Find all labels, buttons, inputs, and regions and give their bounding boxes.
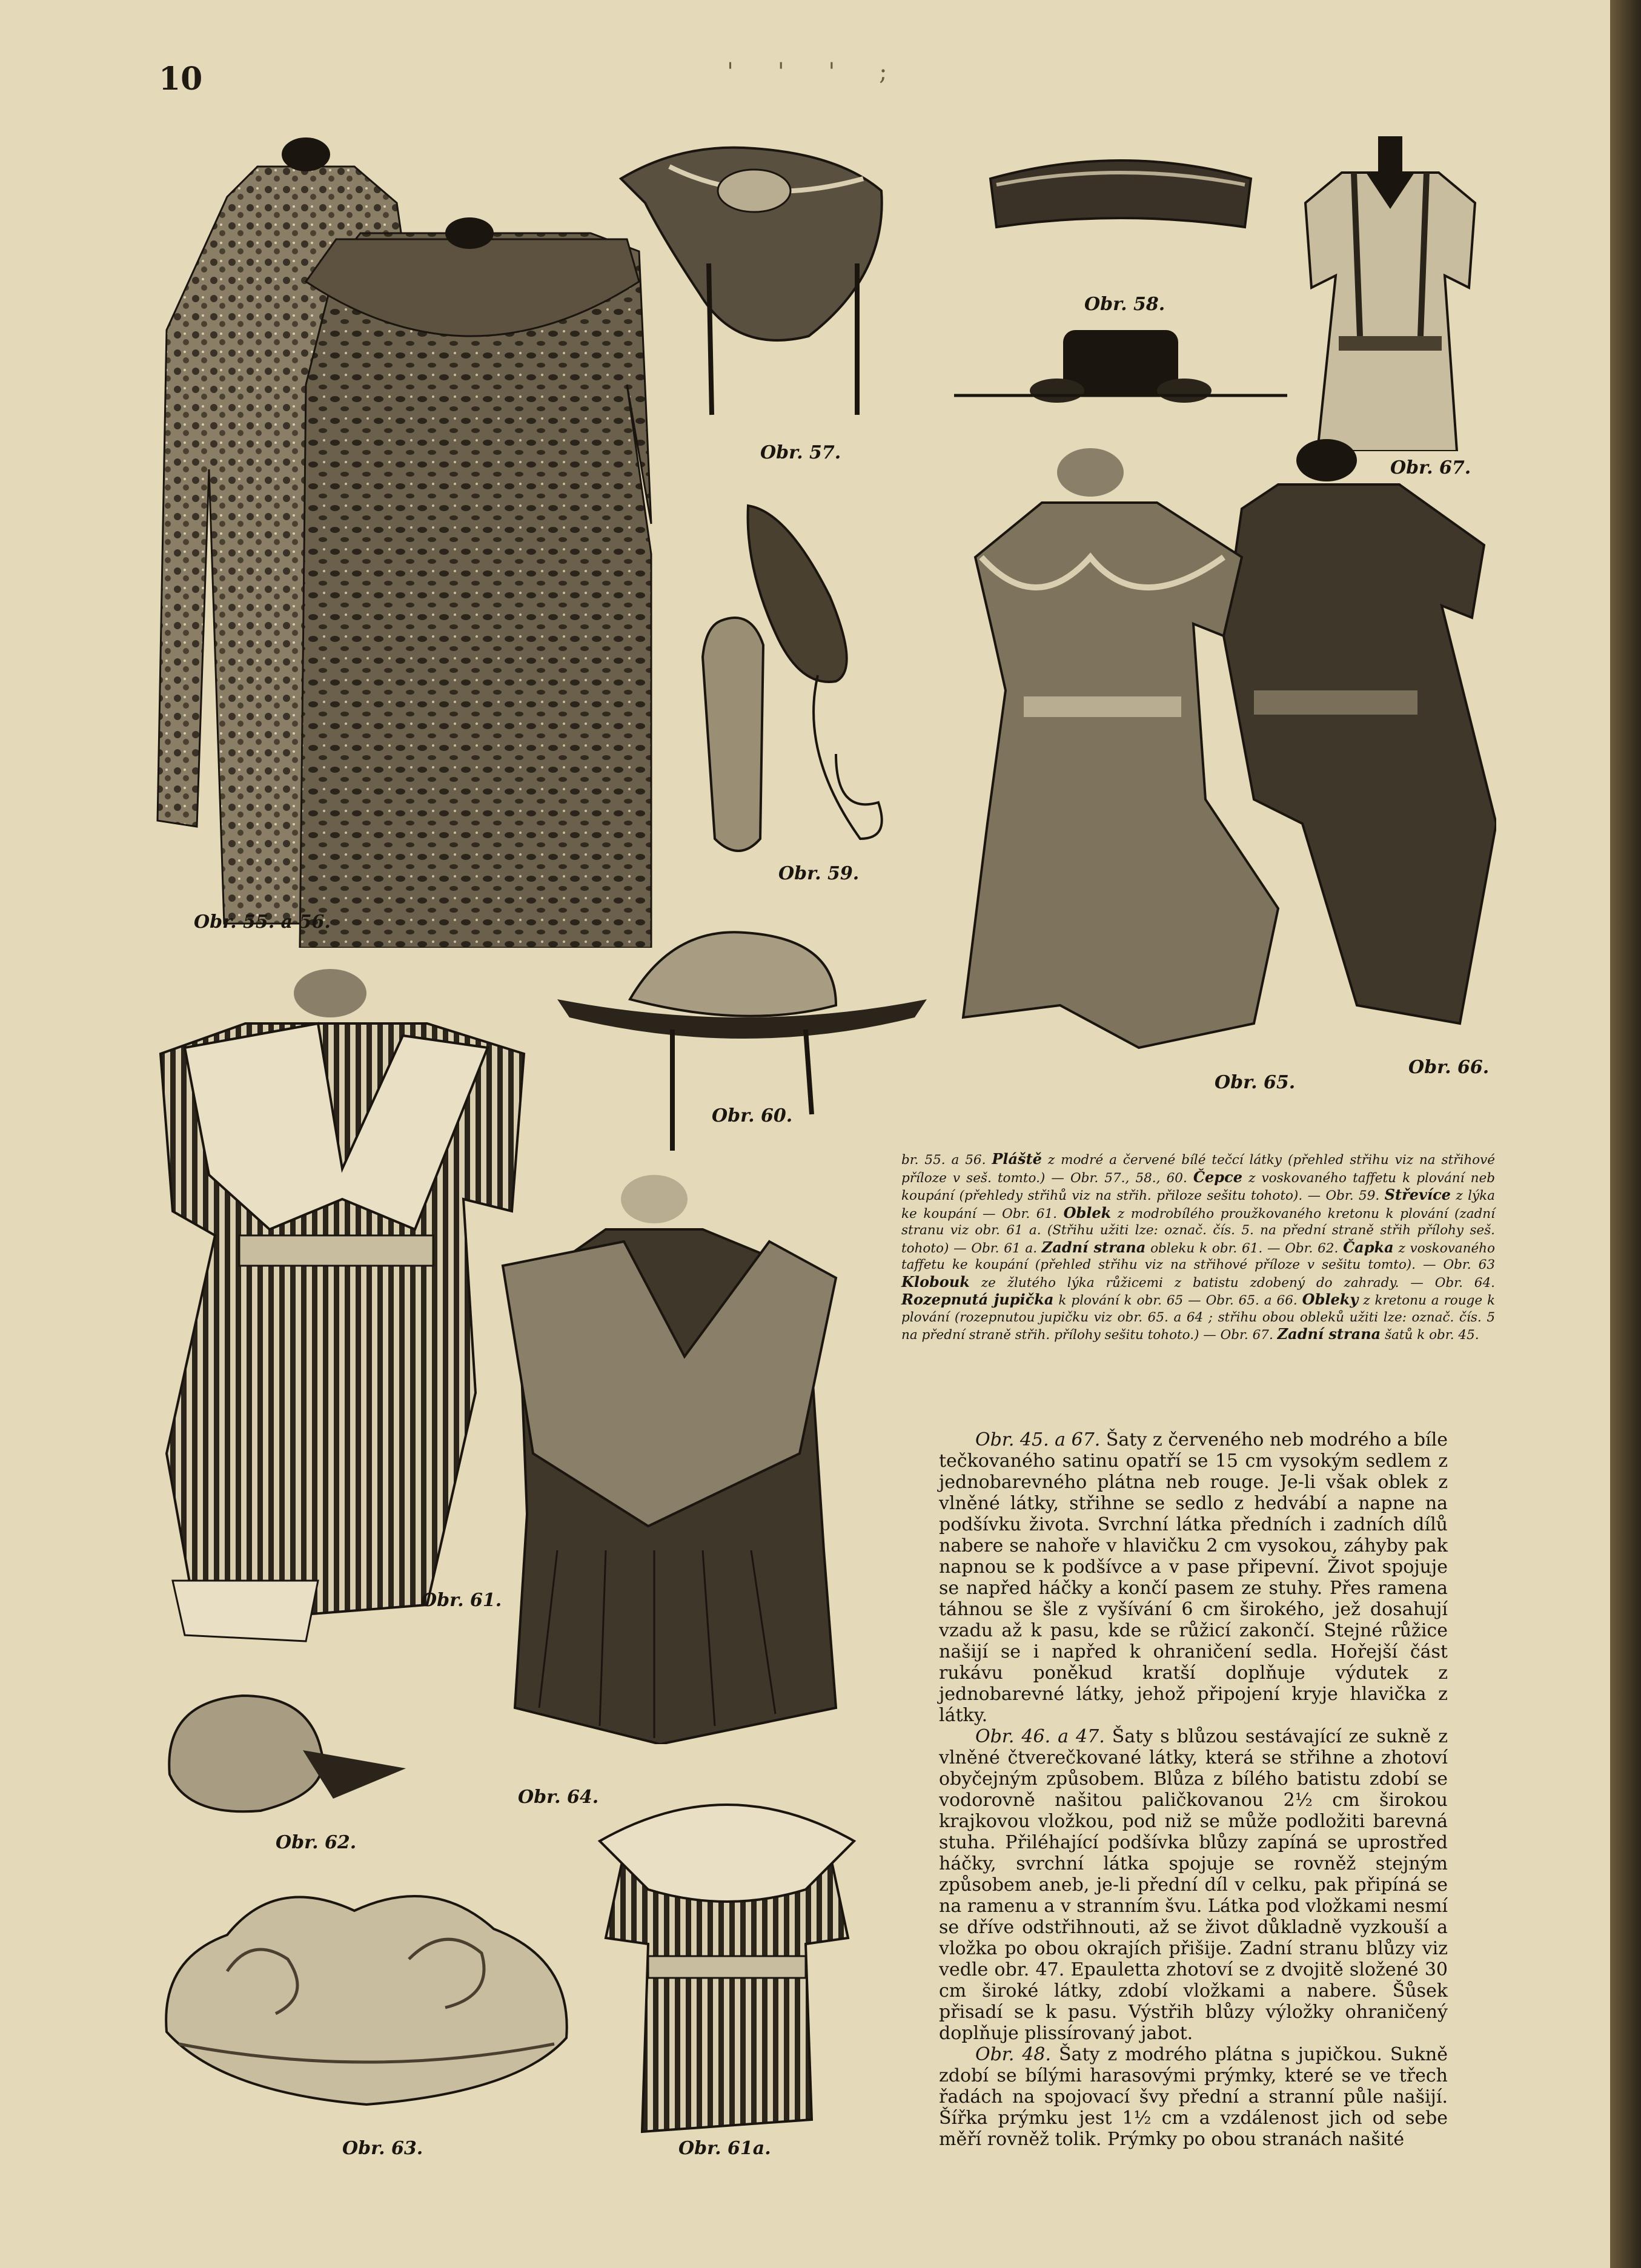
cap-58-detail-illustration <box>954 324 1287 409</box>
jacket-dress-64-drawing <box>485 1175 848 1744</box>
paragraph-3 <box>939 2044 1448 2150</box>
cap-58-drawing <box>984 142 1257 236</box>
binding-gutter <box>1610 0 1641 2268</box>
paragraph-1 <box>939 1429 1448 1726</box>
paragraph-1-text: Šaty z červeného neb modrého a bíle tečkovaného satinu opatří se 15 cm vysokým sedlem z jednobarevného plátna neb rouge. Je-li však oblek z vlněné látky, střihne se sedlo z hedvábí a napne na podšívku života. Svrchní látka předních i zadních dílů nabere se nahoře v hlavičku 2 cm vysokou, záhyby pak napnou se k podšívce a v pase připevní. Život spojuje se napřed háčky a končí pasem ze stuhy. Přes ramena táhnou se šle z vyšívání 6 cm širokého, jež dosahují vzadu až k pasu, kde se růžicí zakončí. Stejné růžice našijí se i napřed k ohraničení sedla. Hořejší část rukávu poněkud kratší doplňuje výdutek z jednobarevné látky, jehož připojení kryje hlavička z látky. <box>939 1429 1448 1726</box>
legend-term-zadni-strana-satu: Zadní strana <box>1277 1325 1381 1343</box>
cap-62-drawing <box>151 1684 412 1823</box>
legend-term-jupicka: Rozepnutá jupička <box>901 1291 1054 1308</box>
legend-text-3: z lýka ke koupání — Obr. 61. <box>901 1188 1495 1222</box>
legend-text-6: z voskovaného taffetu ke koupání (přehled střihu viz na střihové příloze v sešitu tomto). — Obr. 63 <box>901 1240 1495 1272</box>
fig-label-60: Obr. 60. <box>712 1105 793 1126</box>
bathing-suits-65-66-illustration <box>939 436 1496 1066</box>
legend-term-klobouk: Klobouk <box>901 1272 970 1291</box>
fig-label-63: Obr. 63. <box>342 2138 423 2159</box>
bonnet-illustration <box>609 136 893 427</box>
suit-back-61a-drawing <box>588 1780 866 2144</box>
fig-label-59: Obr. 59. <box>778 863 860 884</box>
fig-label-62: Obr. 62. <box>276 1832 357 1853</box>
figure-legend <box>901 1151 1495 1344</box>
cap-58-detail-drawing <box>954 324 1287 409</box>
fig-label-61: Obr. 61. <box>421 1590 502 1611</box>
fig-label-66: Obr. 66. <box>1408 1057 1490 1078</box>
header-marks: ' ' ' ; <box>727 58 906 86</box>
suit-back-61a-illustration <box>588 1780 866 2144</box>
striped-suit-61-illustration <box>148 969 536 1647</box>
striped-suit-61-drawing <box>148 969 536 1647</box>
page-number: 10 <box>159 61 203 98</box>
fig-label-67: Obr. 67. <box>1390 457 1471 478</box>
bonnet-drawing <box>609 136 893 427</box>
fig-label-65: Obr. 65. <box>1215 1072 1296 1093</box>
paragraph-1-ref: Obr. 45. a 67. <box>975 1429 1101 1450</box>
legend-text-4: z modrobílého proužkovaného kretonu k plování (zadní stranu viz obr. 61 a. (Střihu užiti lze: označ. čís. 5. na přední straně střih přílohy seš. tohoto) — Obr. 61 a. <box>901 1206 1496 1256</box>
shoes-drawing <box>678 500 915 863</box>
paragraph-3-ref: Obr. 48. <box>975 2044 1052 2065</box>
legend-term-oblek: Oblek <box>1063 1203 1112 1222</box>
legend-term-zadni-strana: Zadní strana <box>1041 1238 1146 1256</box>
bathing-suits-65-66-drawing <box>939 436 1496 1066</box>
dress-back-67-drawing <box>1293 136 1487 451</box>
robes-drawing <box>154 130 657 948</box>
robes-illustration <box>154 130 657 948</box>
legend-term-cepce: Čepce <box>1193 1168 1242 1186</box>
legend-text-7: ze žlutého lýka růžicemi z batistu zdobený do zahrady. — Obr. 64. <box>981 1275 1495 1291</box>
jacket-dress-64-illustration <box>485 1175 848 1744</box>
fig-label-57: Obr. 57. <box>760 442 841 463</box>
dress-back-67-illustration <box>1293 136 1487 451</box>
legend-term-plaste: Pláště <box>992 1150 1042 1168</box>
legend-text-10: šatů k obr. 45. <box>1385 1327 1479 1343</box>
fig-label-64: Obr. 64. <box>518 1787 599 1808</box>
legend-text-5: obleku k obr. 61. — Obr. 62. <box>1150 1240 1339 1256</box>
fig-label-61a: Obr. 61a. <box>678 2138 771 2159</box>
legend-term-capka: Čapka <box>1343 1238 1394 1256</box>
fig-label-55-56: Obr. 55. a 56. <box>194 911 331 933</box>
legend-term-strevice: Střevíce <box>1384 1186 1451 1203</box>
paragraph-3-text: Šaty z modrého plátna s jupičkou. Sukně zdobí se bílými harasovými prýmky, které se ve třech řadách na spojovací švy přední a stranní půle našijí. Šířka prýmku jest 1½ cm a vzdálenost jich od sebe měří rovněž tolik. Prýmky po obou stranách našité <box>939 2044 1448 2150</box>
fig-label-58: Obr. 58. <box>1084 294 1165 315</box>
legend-text-2: z voskovaného taffetu k plování neb koupání (přehledy střihů viz na střih. přiloze sešitu tohoto). — Obr. 59. <box>901 1170 1495 1203</box>
ruffled-hat-63-illustration <box>154 1862 578 2117</box>
legend-ref-55-56: br. 55. a 56. <box>901 1152 986 1168</box>
cap-62-illustration <box>151 1684 412 1823</box>
ruffled-hat-63-drawing <box>154 1862 578 2117</box>
legend-text-8: k plování k obr. 65 — Obr. 65. a 66. <box>1058 1293 1298 1308</box>
article-body <box>939 1429 1448 2150</box>
legend-text-1: z modré a červené bílé tečcí látky (přehled střihu viz na střihové příloze v seš. tomto.) — Obr. 57., 58., 60. <box>901 1152 1495 1186</box>
shoes-illustration <box>678 500 915 863</box>
legend-text-9: z kretonu a rouge k plování (rozepnutou jupičku viz obr. 65. a 64 ; střihu obou obleků užiti lze: označ. čís. 5 na přední straně střih. přílohy sešitu tohoto.) — Obr. 67. <box>901 1293 1495 1343</box>
legend-term-obleky: Obleky <box>1302 1291 1359 1308</box>
paragraph-2-text: Šaty s blůzou sestávající ze sukně z vlněné čtverečkované látky, která se střihne a zhotoví obyčejným způsobem. Blůza z bílého batistu zdobí se vodorovně našitou paličkovanou 2½ cm širokou krajkovou vložkou, pod niž se může podložiti barevná stuha. Přiléhající podšívka blůzy zapíná se uprostřed háčky, svrchní látka spojuje se rovněž stejným způsobem aneb, je-li přední díl v celku, pak připíná se na ramenu a v stranním švu. Látka pod vložkami nesmí se dříve odstřihnouti, až se život důkladně vyzkouší a vložka po obou okrajích přišije. Zadní stranu blůzy viz vedle obr. 47. Epauletta zhotoví se z dvojitě složené 30 cm široké látky, zdobí vložkami a nabere. Šůsek přisadí se k pasu. Výstřih blůzy výložky ohraničený doplňuje plissírovaný jabot. <box>939 1726 1448 2044</box>
paragraph-2 <box>939 1726 1448 2044</box>
cap-58-illustration <box>984 142 1257 236</box>
paragraph-2-ref: Obr. 46. a 47. <box>975 1726 1105 1747</box>
